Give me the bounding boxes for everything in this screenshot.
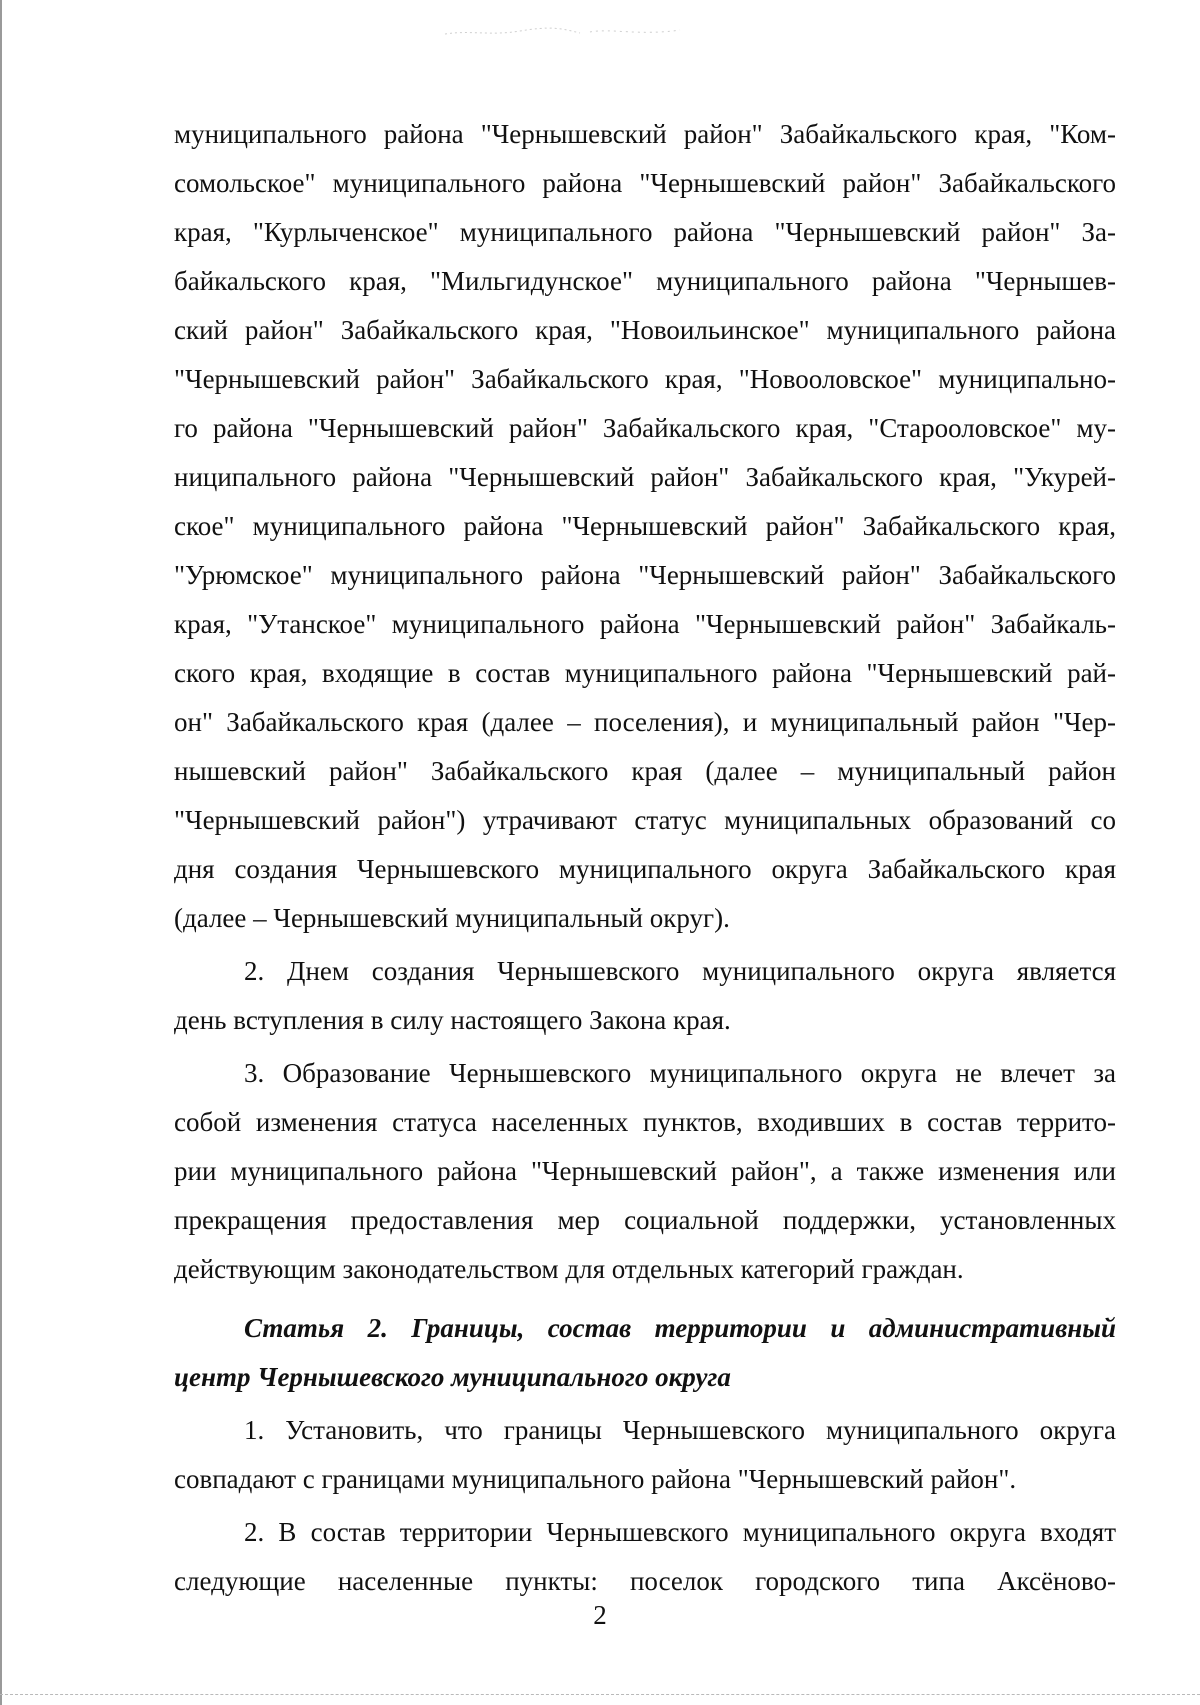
body-line: он" Забайкальского края (далее – поселения), и муниципальный район "Чер- [174,707,1116,737]
scan-bottom-edge [0,1694,1200,1705]
article-heading: центр Чернышевского муниципального округа [174,1362,731,1392]
paragraph-3-line: действующим законодательством для отдельных категорий граждан. [174,1254,964,1284]
body-line: ский район" Забайкальского края, "Новоильинское" муниципального района [174,315,1116,345]
body-line: байкальского края, "Мильгидунское" муниципального района "Чернышев- [174,266,1116,296]
paragraph-5-line: 2. В состав территории Чернышевского муниципального округа входят [244,1517,1116,1547]
body-line: сомольское" муниципального района "Чернышевский район" Забайкальского [174,168,1116,198]
body-line: муниципального района "Чернышевский район" Забайкальского края, "Ком- [174,119,1116,149]
body-line: "Чернышевский район") утрачивают статус муниципальных образований со [174,805,1116,835]
body-line: го района "Чернышевский район" Забайкальского края, "Старооловское" му- [174,413,1116,443]
paragraph-3-line: собой изменения статуса населенных пунктов, входивших в состав террито- [174,1107,1116,1137]
body-line: края, "Утанское" муниципального района "Чернышевский район" Забайкаль- [174,609,1116,639]
paragraph-3-line: прекращения предоставления мер социальной поддержки, установленных [174,1205,1116,1235]
paragraph-2-line: 2. Днем создания Чернышевского муниципального округа является [244,956,1116,986]
paragraph-3-line: рии муниципального района "Чернышевский район", а также изменения или [174,1156,1116,1186]
document-body [174,110,1116,1606]
paragraph-5-line: следующие населенные пункты: поселок городского типа Аксёново- [174,1566,1116,1596]
body-line: "Чернышевский район" Забайкальского края, "Новооловское" муниципально- [174,364,1116,394]
body-line: края, "Курлыченское" муниципального района "Чернышевский район" За- [174,217,1116,247]
paragraph-4-line: 1. Установить, что границы Чернышевского муниципального округа [244,1415,1116,1445]
paragraph-4-line: совпадают с границами муниципального района "Чернышевский район". [174,1464,1017,1494]
body-line: (далее – Чернышевский муниципальный округ). [174,903,730,933]
paragraph-2-line: день вступления в силу настоящего Закона края. [174,1005,731,1035]
body-line: ского края, входящие в состав муниципального района "Чернышевский рай- [174,658,1116,688]
page-number: 2 [593,1600,607,1630]
body-line: ское" муниципального района "Чернышевский район" Забайкальского края, [174,511,1116,541]
paragraph-3-line: 3. Образование Чернышевского муниципального округа не влечет за [244,1058,1116,1088]
body-line: дня создания Чернышевского муниципального округа Забайкальского края [174,854,1116,884]
scan-edge [0,0,2,1705]
body-line: ниципального района "Чернышевский район" Забайкальского края, "Укурей- [174,462,1116,492]
body-line: "Урюмское" муниципального района "Чернышевский район" Забайкальского [174,560,1116,590]
scan-artifact [440,22,690,40]
article-heading: Статья 2. Границы, состав территории и административный [244,1313,1116,1343]
body-line: нышевский район" Забайкальского края (далее – муниципальный район [174,756,1116,786]
